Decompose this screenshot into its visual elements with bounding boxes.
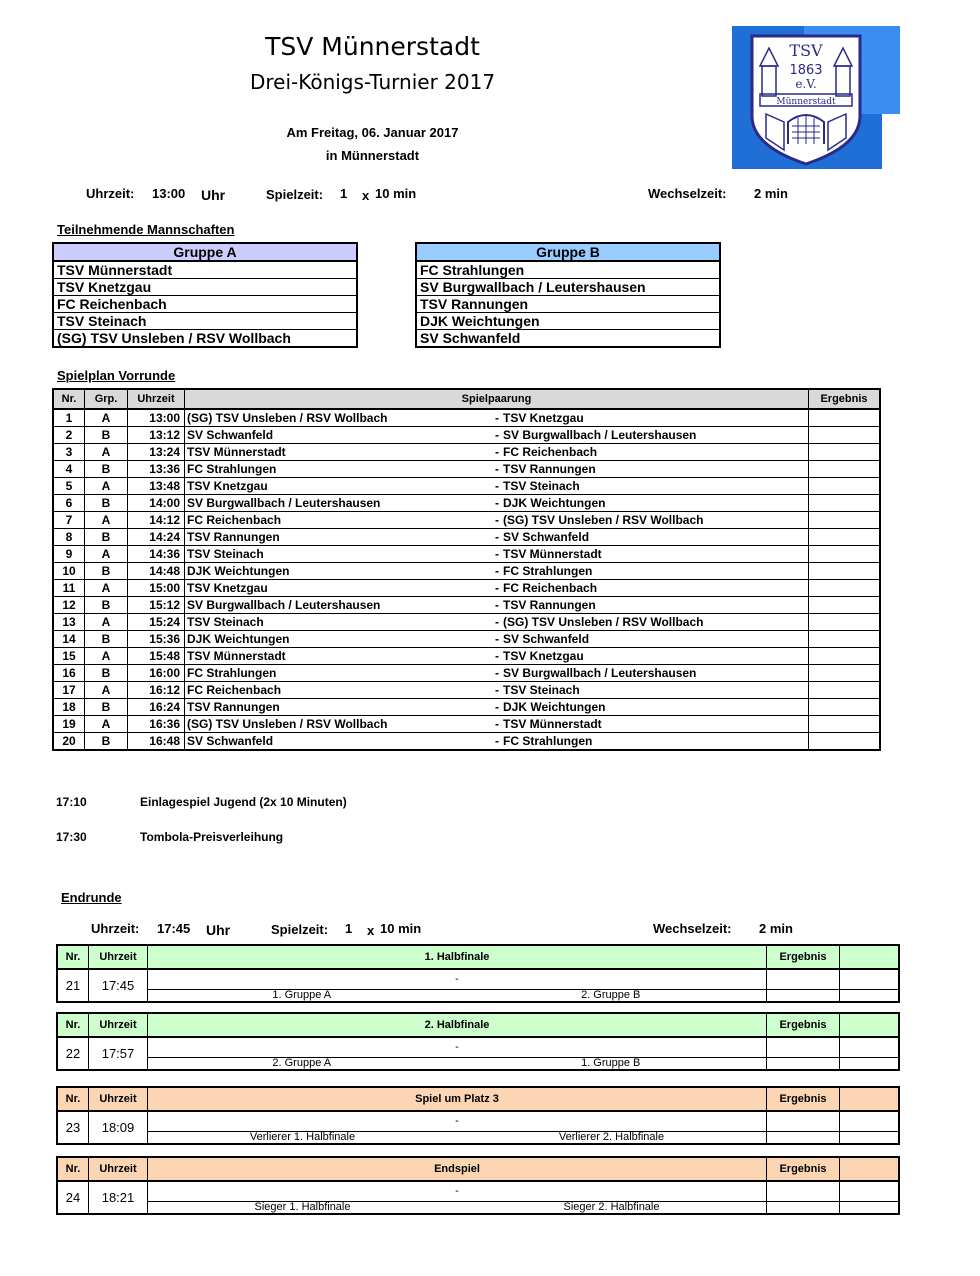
final-result-away[interactable] (840, 1037, 900, 1057)
final-pairing-separator: - (148, 1037, 767, 1057)
end-spielzeit-count: 1 (345, 921, 353, 936)
final-match-row (57, 1037, 899, 1057)
home-team: TSV Knetzgau (185, 478, 490, 495)
final-title: Endspiel (148, 1157, 767, 1181)
pairing-separator: - (489, 733, 501, 751)
match-result[interactable] (809, 512, 881, 529)
final-pairing-separator: - (148, 969, 767, 989)
final-match-number: 24 (57, 1181, 89, 1214)
pairing-separator: - (489, 409, 501, 427)
col-time: Uhrzeit (128, 389, 185, 409)
pairing-separator: - (489, 546, 501, 563)
home-team: TSV Münnerstadt (185, 444, 490, 461)
final-result-home[interactable] (767, 1037, 840, 1057)
match-number: 11 (53, 580, 85, 597)
teams-heading: Teilnehmende Mannschaften (57, 222, 235, 237)
col-nr: Nr. (53, 389, 85, 409)
home-team: SV Burgwallbach / Leutershausen (185, 597, 490, 614)
match-result[interactable] (809, 733, 881, 751)
pairing-separator: - (489, 631, 501, 648)
match-number: 3 (53, 444, 85, 461)
match-result[interactable] (809, 665, 881, 682)
pairing-separator: - (489, 563, 501, 580)
schedule-row (53, 529, 880, 546)
final-result-away[interactable] (840, 1111, 900, 1131)
wechselzeit-value: 2 min (754, 186, 788, 201)
pairing-separator: - (489, 597, 501, 614)
group-a-header: Gruppe A (53, 243, 357, 261)
match-time: 13:12 (128, 427, 185, 444)
match-result[interactable] (809, 580, 881, 597)
final-col-extra (840, 1013, 900, 1037)
match-time: 15:48 (128, 648, 185, 665)
page-subtitle: Drei-Königs-Turnier 2017 (249, 70, 496, 94)
match-group: A (85, 546, 128, 563)
group-a-team: TSV Knetzgau (53, 279, 357, 296)
final-pairing-separator: - (148, 1111, 767, 1131)
match-number: 10 (53, 563, 85, 580)
match-result[interactable] (809, 682, 881, 699)
final-qualifier-row (57, 1057, 899, 1070)
final-col-nr: Nr. (57, 1157, 89, 1181)
home-team: SV Burgwallbach / Leutershausen (185, 495, 490, 512)
home-team: TSV Rannungen (185, 699, 490, 716)
schedule-row (53, 563, 880, 580)
final-left-qualifier: Sieger 1. Halbfinale (148, 1201, 458, 1214)
match-time: 14:48 (128, 563, 185, 580)
final-left-qualifier: 2. Gruppe A (148, 1057, 456, 1070)
final-match-time: 18:21 (89, 1181, 148, 1214)
final-header-row (57, 1087, 899, 1111)
match-result[interactable] (809, 614, 881, 631)
match-number: 7 (53, 512, 85, 529)
group-b-header: Gruppe B (416, 243, 720, 261)
pairing-separator: - (489, 699, 501, 716)
home-team: (SG) TSV Unsleben / RSV Wollbach (185, 409, 490, 427)
match-number: 8 (53, 529, 85, 546)
match-group: B (85, 665, 128, 682)
final-result-home[interactable] (767, 969, 840, 989)
schedule-row (53, 597, 880, 614)
pairing-separator: - (489, 461, 501, 478)
schedule-row (53, 733, 880, 751)
final-col-nr: Nr. (57, 1013, 89, 1037)
final-match-row (57, 1111, 899, 1131)
match-result[interactable] (809, 563, 881, 580)
schedule-row (53, 716, 880, 733)
away-team: SV Burgwallbach / Leutershausen (501, 427, 809, 444)
final-extra-cell (840, 1201, 900, 1214)
svg-text:1863: 1863 (789, 63, 823, 78)
home-team: TSV Steinach (185, 614, 490, 631)
match-time: 13:00 (128, 409, 185, 427)
match-time: 13:48 (128, 478, 185, 495)
event-label: Einlagespiel Jugend (2x 10 Minuten) (140, 795, 347, 809)
match-group: A (85, 648, 128, 665)
final-match-time: 17:45 (89, 969, 148, 1002)
end-uhrzeit-label: Uhrzeit: (91, 921, 140, 936)
final-col-result: Ergebnis (767, 1087, 840, 1111)
final-pairing-separator: - (148, 1181, 767, 1201)
away-team: (SG) TSV Unsleben / RSV Wollbach (501, 614, 809, 631)
group-b-table (415, 242, 721, 348)
schedule-row (53, 614, 880, 631)
schedule-row (53, 444, 880, 461)
final-match-time: 18:09 (89, 1111, 148, 1144)
away-team: FC Strahlungen (501, 733, 809, 751)
match-result[interactable] (809, 631, 881, 648)
final-left-qualifier: 1. Gruppe A (148, 989, 456, 1002)
schedule-row (53, 512, 880, 529)
match-time: 14:36 (128, 546, 185, 563)
match-number: 4 (53, 461, 85, 478)
match-group: A (85, 444, 128, 461)
club-logo (732, 26, 900, 169)
final-result-cell (767, 989, 840, 1002)
home-team: FC Strahlungen (185, 665, 490, 682)
match-time: 15:12 (128, 597, 185, 614)
final-col-extra (840, 945, 900, 969)
home-team: (SG) TSV Unsleben / RSV Wollbach (185, 716, 490, 733)
final-right-qualifier: Verlierer 2. Halbfinale (457, 1131, 767, 1144)
away-team: DJK Weichtungen (501, 495, 809, 512)
spielzeit-count: 1 (340, 186, 348, 201)
event-label: Tombola-Preisverleihung (140, 830, 284, 844)
match-group: A (85, 716, 128, 733)
group-a-table (52, 242, 358, 348)
event-time: 17:10 (56, 795, 87, 809)
away-team: TSV Münnerstadt (501, 716, 809, 733)
match-group: B (85, 733, 128, 751)
match-result[interactable] (809, 409, 881, 427)
match-time: 15:24 (128, 614, 185, 631)
final-match-row (57, 1181, 899, 1201)
schedule-row (53, 409, 880, 427)
final-result-cell (767, 1131, 840, 1144)
home-team: SV Schwanfeld (185, 733, 490, 751)
away-team: TSV Steinach (501, 478, 809, 495)
pairing-separator: - (489, 529, 501, 546)
final-title: Spiel um Platz 3 (148, 1087, 767, 1111)
home-team: FC Reichenbach (185, 512, 490, 529)
schedule-row (53, 580, 880, 597)
home-team: TSV Steinach (185, 546, 490, 563)
final-match-table (56, 944, 900, 1003)
match-group: A (85, 682, 128, 699)
match-result[interactable] (809, 529, 881, 546)
match-result[interactable] (809, 716, 881, 733)
final-right-qualifier: Sieger 2. Halbfinale (457, 1201, 767, 1214)
away-team: (SG) TSV Unsleben / RSV Wollbach (501, 512, 809, 529)
final-left-qualifier: Verlierer 1. Halbfinale (148, 1131, 458, 1144)
final-qualifier-row (57, 1201, 899, 1214)
match-time: 16:48 (128, 733, 185, 751)
final-match-number: 21 (57, 969, 89, 1002)
away-team: SV Schwanfeld (501, 631, 809, 648)
match-number: 5 (53, 478, 85, 495)
schedule-row (53, 648, 880, 665)
final-match-table (56, 1012, 900, 1071)
final-header-row (57, 945, 899, 969)
away-team: FC Reichenbach (501, 444, 809, 461)
match-group: A (85, 512, 128, 529)
group-a-team: TSV Münnerstadt (53, 261, 357, 279)
match-result[interactable] (809, 427, 881, 444)
end-spielzeit-x: x (367, 923, 375, 938)
match-result[interactable] (809, 444, 881, 461)
match-number: 1 (53, 409, 85, 427)
match-number: 17 (53, 682, 85, 699)
match-result[interactable] (809, 546, 881, 563)
pairing-separator: - (489, 580, 501, 597)
match-number: 13 (53, 614, 85, 631)
schedule-row (53, 495, 880, 512)
wechselzeit-label: Wechselzeit: (648, 186, 727, 201)
final-col-result: Ergebnis (767, 1157, 840, 1181)
match-time: 16:24 (128, 699, 185, 716)
group-a-team: (SG) TSV Unsleben / RSV Wollbach (53, 330, 357, 348)
home-team: DJK Weichtungen (185, 563, 490, 580)
uhrzeit-label: Uhrzeit: (86, 186, 135, 201)
schedule-header-row (53, 389, 880, 409)
match-result[interactable] (809, 597, 881, 614)
away-team: SV Burgwallbach / Leutershausen (501, 665, 809, 682)
final-result-cell (767, 1057, 840, 1070)
match-group: A (85, 409, 128, 427)
match-number: 16 (53, 665, 85, 682)
match-time: 16:36 (128, 716, 185, 733)
final-title: 1. Halbfinale (148, 945, 767, 969)
away-team: TSV Knetzgau (501, 648, 809, 665)
match-number: 6 (53, 495, 85, 512)
final-match-table (56, 1156, 900, 1215)
home-team: FC Strahlungen (185, 461, 490, 478)
match-result[interactable] (809, 478, 881, 495)
match-number: 12 (53, 597, 85, 614)
match-time: 15:36 (128, 631, 185, 648)
match-group: B (85, 427, 128, 444)
match-group: B (85, 529, 128, 546)
match-group: B (85, 631, 128, 648)
final-result-home[interactable] (767, 1181, 840, 1201)
match-group: B (85, 563, 128, 580)
away-team: TSV Münnerstadt (501, 546, 809, 563)
home-team: TSV Münnerstadt (185, 648, 490, 665)
home-team: TSV Rannungen (185, 529, 490, 546)
end-uhr-label: Uhr (206, 922, 231, 938)
final-col-time: Uhrzeit (89, 1157, 148, 1181)
final-title: 2. Halbfinale (148, 1013, 767, 1037)
final-result-away[interactable] (840, 969, 900, 989)
home-team: TSV Knetzgau (185, 580, 490, 597)
group-b-team: SV Schwanfeld (416, 330, 720, 348)
away-team: TSV Knetzgau (501, 409, 809, 427)
final-col-time: Uhrzeit (89, 1087, 148, 1111)
group-a-team: FC Reichenbach (53, 296, 357, 313)
pairing-separator: - (489, 665, 501, 682)
away-team: DJK Weichtungen (501, 699, 809, 716)
final-result-home[interactable] (767, 1111, 840, 1131)
final-extra-cell (840, 989, 900, 1002)
final-result-cell (767, 1201, 840, 1214)
spielzeit-x: x (362, 188, 370, 203)
match-number: 2 (53, 427, 85, 444)
home-team: FC Reichenbach (185, 682, 490, 699)
end-wechselzeit-label: Wechselzeit: (653, 921, 732, 936)
final-match-number: 22 (57, 1037, 89, 1070)
final-header-row (57, 1157, 899, 1181)
event-place: in Münnerstadt (325, 148, 420, 163)
schedule-table (52, 388, 881, 751)
match-time: 14:24 (128, 529, 185, 546)
match-result[interactable] (809, 495, 881, 512)
final-col-extra (840, 1087, 900, 1111)
pairing-separator: - (489, 614, 501, 631)
match-number: 9 (53, 546, 85, 563)
svg-text:e.V.: e.V. (795, 77, 817, 91)
spielzeit-label: Spielzeit: (266, 187, 324, 202)
schedule-row (53, 461, 880, 478)
final-right-qualifier: 2. Gruppe B (456, 989, 767, 1002)
match-result[interactable] (809, 648, 881, 665)
match-result[interactable] (809, 461, 881, 478)
club-crest-icon (732, 26, 900, 169)
match-time: 15:00 (128, 580, 185, 597)
group-b-team: TSV Rannungen (416, 296, 720, 313)
group-b-team: FC Strahlungen (416, 261, 720, 279)
away-team: TSV Steinach (501, 682, 809, 699)
away-team: SV Schwanfeld (501, 529, 809, 546)
pairing-separator: - (489, 495, 501, 512)
final-extra-cell (840, 1057, 900, 1070)
match-group: B (85, 495, 128, 512)
match-result[interactable] (809, 699, 881, 716)
schedule-row (53, 427, 880, 444)
away-team: TSV Rannungen (501, 461, 809, 478)
group-b-team: SV Burgwallbach / Leutershausen (416, 279, 720, 296)
match-number: 15 (53, 648, 85, 665)
pairing-separator: - (489, 648, 501, 665)
col-grp: Grp. (85, 389, 128, 409)
schedule-row (53, 699, 880, 716)
match-number: 19 (53, 716, 85, 733)
match-group: A (85, 614, 128, 631)
svg-text:Münnerstadt: Münnerstadt (776, 97, 836, 107)
pairing-separator: - (489, 682, 501, 699)
final-qualifier-row (57, 989, 899, 1002)
match-number: 14 (53, 631, 85, 648)
final-col-extra (840, 1157, 900, 1181)
final-col-result: Ergebnis (767, 945, 840, 969)
page-title: TSV Münnerstadt (265, 32, 480, 61)
match-group: B (85, 597, 128, 614)
match-number: 20 (53, 733, 85, 751)
match-group: B (85, 699, 128, 716)
away-team: TSV Rannungen (501, 597, 809, 614)
end-uhrzeit-value: 17:45 (157, 921, 191, 936)
uhrzeit-value: 13:00 (152, 186, 186, 201)
away-team: FC Strahlungen (501, 563, 809, 580)
home-team: DJK Weichtungen (185, 631, 490, 648)
schedule-heading: Spielplan Vorrunde (57, 368, 176, 383)
match-time: 16:00 (128, 665, 185, 682)
schedule-row (53, 631, 880, 648)
match-time: 14:12 (128, 512, 185, 529)
pairing-separator: - (489, 478, 501, 495)
home-team: SV Schwanfeld (185, 427, 490, 444)
col-result: Ergebnis (809, 389, 881, 409)
match-time: 13:36 (128, 461, 185, 478)
final-right-qualifier: 1. Gruppe B (456, 1057, 767, 1070)
end-wechselzeit-value: 2 min (759, 921, 793, 936)
group-a-team: TSV Steinach (53, 313, 357, 330)
final-col-result: Ergebnis (767, 1013, 840, 1037)
pairing-separator: - (489, 427, 501, 444)
pairing-separator: - (489, 716, 501, 733)
final-match-time: 17:57 (89, 1037, 148, 1070)
final-header-row (57, 1013, 899, 1037)
match-group: A (85, 478, 128, 495)
final-match-row (57, 969, 899, 989)
match-group: A (85, 580, 128, 597)
group-b-team: DJK Weichtungen (416, 313, 720, 330)
match-time: 13:24 (128, 444, 185, 461)
final-col-nr: Nr. (57, 945, 89, 969)
schedule-row (53, 546, 880, 563)
schedule-row (53, 478, 880, 495)
pairing-separator: - (489, 512, 501, 529)
away-team: FC Reichenbach (501, 580, 809, 597)
final-col-time: Uhrzeit (89, 1013, 148, 1037)
final-col-nr: Nr. (57, 1087, 89, 1111)
final-result-away[interactable] (840, 1181, 900, 1201)
match-group: B (85, 461, 128, 478)
spielzeit-duration: 10 min (375, 186, 417, 201)
final-qualifier-row (57, 1131, 899, 1144)
final-match-table (56, 1086, 900, 1145)
schedule-row (53, 682, 880, 699)
match-time: 14:00 (128, 495, 185, 512)
end-spielzeit-duration: 10 min (380, 921, 422, 936)
event-time: 17:30 (56, 830, 87, 844)
final-match-number: 23 (57, 1111, 89, 1144)
end-spielzeit-label: Spielzeit: (271, 922, 329, 937)
col-pairing: Spielpaarung (185, 389, 809, 409)
endrunde-heading: Endrunde (61, 890, 122, 905)
schedule-row (53, 665, 880, 682)
event-date: Am Freitag, 06. Januar 2017 (286, 125, 459, 140)
svg-text:TSV: TSV (789, 41, 823, 60)
match-time: 16:12 (128, 682, 185, 699)
final-extra-cell (840, 1131, 900, 1144)
uhr-label: Uhr (201, 187, 226, 203)
match-number: 18 (53, 699, 85, 716)
final-col-time: Uhrzeit (89, 945, 148, 969)
pairing-separator: - (489, 444, 501, 461)
